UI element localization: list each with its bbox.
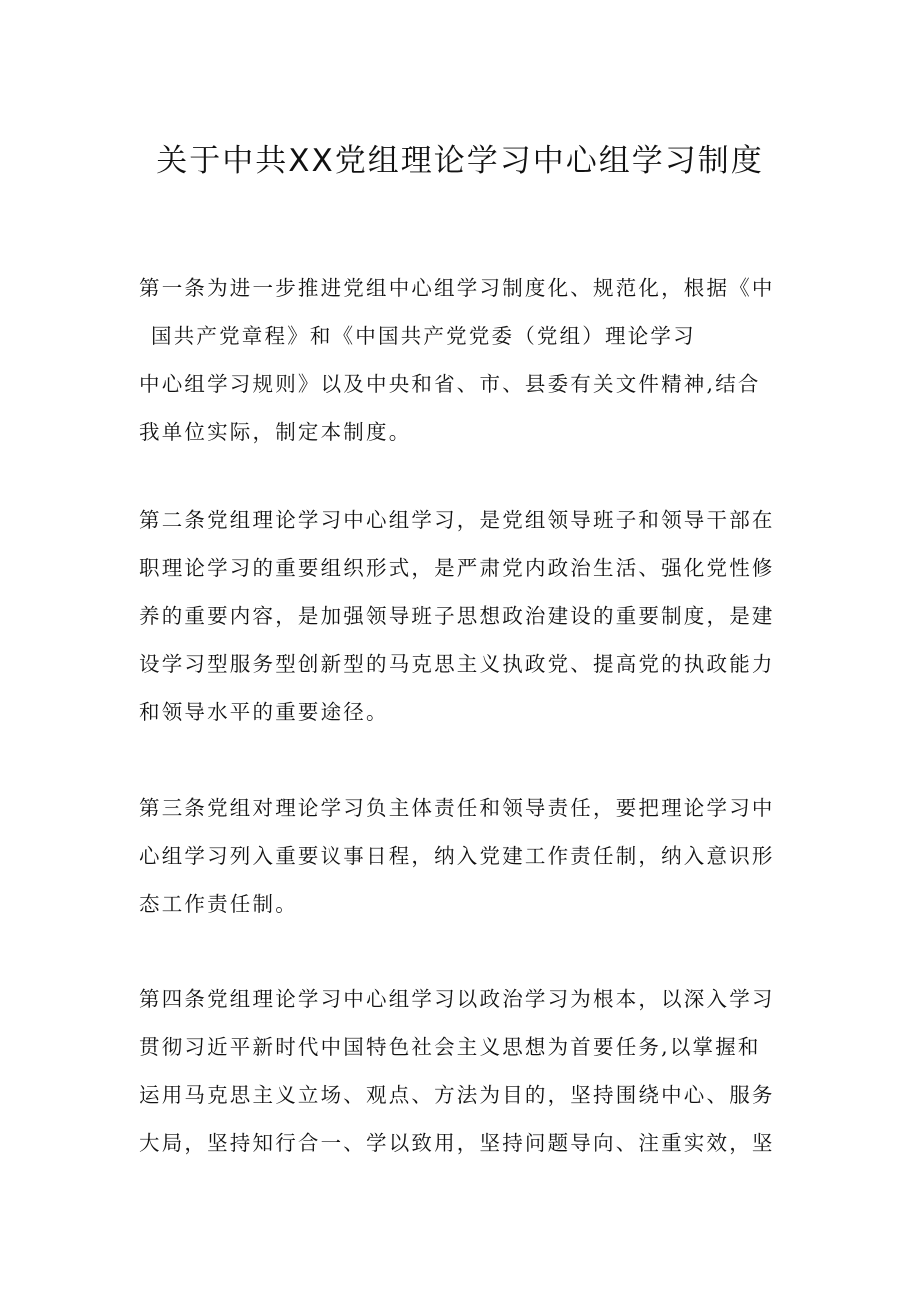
paragraph-line: 我单位实际，制定本制度。 (139, 420, 412, 444)
paragraph-line: 养的重要内容，是加强领导班子思想政治建设的重要制度，是建 (139, 604, 775, 628)
article-2-paragraph (139, 496, 789, 736)
paragraph-line: 第三条党组对理论学习负主体责任和领导责任，要把理论学习中 (139, 796, 775, 820)
paragraph-line: 贯彻习近平新时代中国特色社会主义思想为首要任务,以掌握和 (139, 1035, 761, 1059)
paragraph-line: 第一条为进一步推进党组中心组学习制度化、规范化，根据《中 (139, 276, 775, 300)
document-title: 关于中共XX党组理论学习中心组学习制度 (156, 143, 764, 179)
paragraph-line: 设学习型服务型创新型的马克思主义执政党、提高党的执政能力 (139, 652, 775, 676)
paragraph-line: 态工作责任制。 (139, 892, 298, 916)
paragraph-line: 大局，坚持知行合一、学以致用，坚持问题导向、注重实效，坚 (139, 1131, 775, 1155)
paragraph-line: 心组学习列入重要议事日程，纳入党建工作责任制，纳入意识形 (139, 844, 775, 868)
paragraph-line: 和领导水平的重要途径。 (139, 700, 389, 724)
article-4-paragraph (139, 975, 789, 1167)
article-1-paragraph (139, 264, 789, 456)
paragraph-line: 中心组学习规则》以及中央和省、市、县委有关文件精神,结合 (139, 372, 761, 396)
article-3-paragraph (139, 784, 789, 928)
paragraph-line: 国共产党章程》和《中国共产党党委（党组）理论学习 (151, 324, 696, 348)
paragraph-line: 第四条党组理论学习中心组学习以政治学习为根本，以深入学习 (139, 987, 775, 1011)
paragraph-line: 运用马克思主义立场、观点、方法为目的，坚持围绕中心、服务 (139, 1083, 775, 1107)
paragraph-line: 第二条党组理论学习中心组学习，是党组领导班子和领导干部在 (139, 508, 775, 532)
paragraph-line: 职理论学习的重要组织形式，是严肃党内政治生活、强化党性修 (139, 556, 775, 580)
